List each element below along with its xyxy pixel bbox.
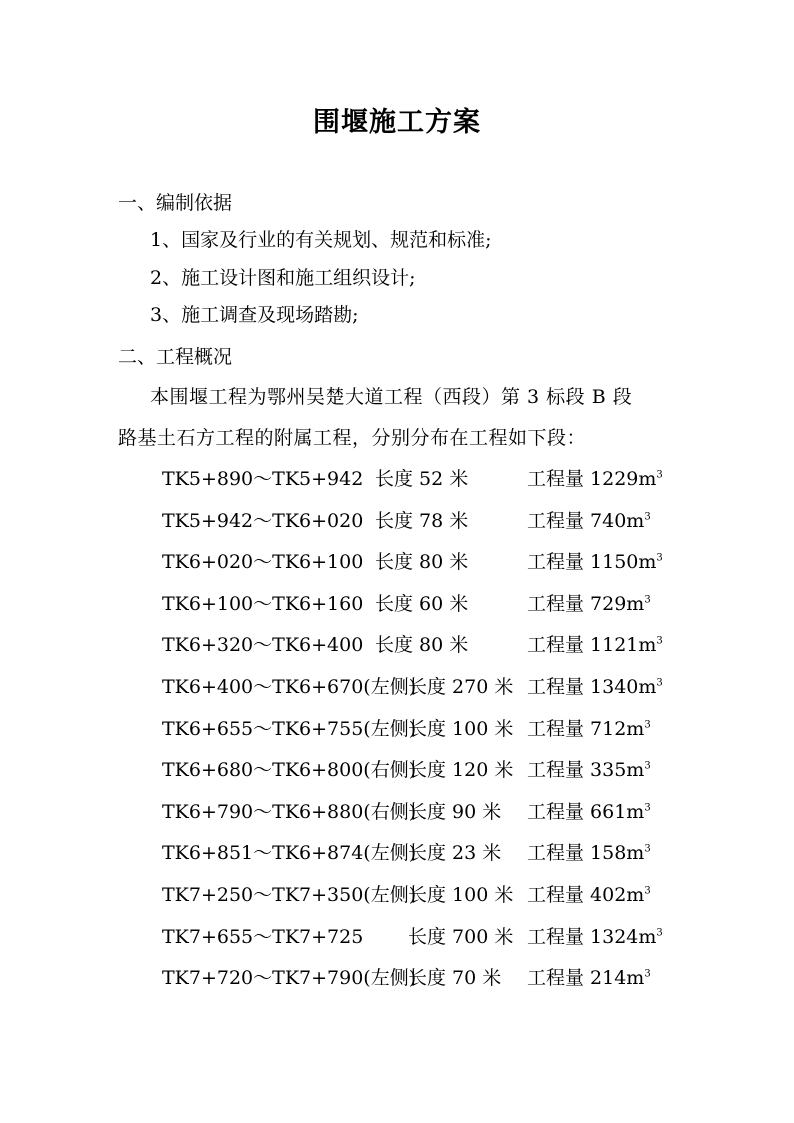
row-length: 长度 100 米 [408, 717, 514, 740]
unit-superscript: 3 [656, 927, 663, 939]
overview-paragraph-line2: 路基土石方工程的附属工程，分别分布在工程如下段： [118, 427, 587, 449]
row-volume-text: 工程量 1229m [527, 468, 657, 490]
unit-superscript: 3 [656, 677, 663, 689]
row-range: TK6+790～TK6+880(右侧) [162, 800, 417, 823]
row-volume [527, 672, 663, 699]
row-volume-text: 工程量 740m [527, 509, 645, 532]
row-length: 长度 60 米 [375, 592, 469, 615]
row-length: 长度 23 米 [408, 842, 502, 865]
row-volume [527, 506, 651, 533]
unit-superscript: 3 [644, 511, 651, 523]
row-range: TK5+890～TK5+942 [162, 468, 364, 490]
row-volume-text: 工程量 335m [527, 759, 645, 782]
unit-superscript: 3 [656, 636, 663, 648]
row-range: TK5+942～TK6+020 [162, 509, 364, 532]
row-volume [527, 880, 651, 907]
row-volume [527, 963, 651, 990]
unit-superscript: 3 [644, 844, 651, 856]
row-volume-text: 工程量 214m [527, 967, 645, 990]
unit-superscript: 3 [644, 719, 651, 731]
row-volume [527, 464, 663, 491]
row-volume [527, 797, 651, 824]
row-volume [527, 547, 663, 574]
row-volume [527, 714, 651, 741]
basis-item-2: 2、施工设计图和施工组织设计; [150, 267, 416, 289]
row-volume [527, 838, 651, 865]
basis-item-1: 1、国家及行业的有关规划、规范和标准; [150, 229, 492, 251]
row-length: 长度 80 米 [375, 551, 469, 574]
row-volume-text: 工程量 661m [527, 800, 645, 823]
row-range: TK6+320～TK6+400 [162, 634, 364, 657]
row-volume-text: 工程量 729m [527, 592, 645, 615]
row-volume [527, 922, 663, 949]
unit-superscript: 3 [644, 968, 651, 980]
row-length: 长度 78 米 [375, 509, 469, 532]
row-volume-text: 工程量 402m [527, 883, 645, 906]
row-length: 长度 80 米 [375, 634, 469, 657]
unit-superscript: 3 [644, 802, 651, 814]
row-range: TK6+680～TK6+800(右侧) [162, 759, 417, 782]
unit-superscript: 3 [644, 760, 651, 772]
row-volume-text: 工程量 1150m [527, 551, 657, 574]
row-volume [527, 755, 651, 782]
row-range: TK6+655～TK6+755(左侧) [162, 717, 417, 740]
row-range: TK7+655～TK7+725 [162, 925, 364, 948]
row-length: 长度 100 米 [408, 883, 514, 906]
row-length: 长度 52 米 [375, 468, 469, 490]
section-heading-basis: 一、编制依据 [118, 192, 233, 214]
row-volume [527, 630, 663, 657]
row-volume [527, 589, 651, 616]
row-range: TK6+400～TK6+670(左侧) [162, 675, 417, 698]
unit-superscript: 3 [656, 469, 663, 481]
row-length: 长度 270 米 [408, 675, 514, 698]
row-volume-text: 工程量 1324m [527, 925, 657, 948]
row-length: 长度 120 米 [408, 759, 514, 782]
row-volume-text: 工程量 1121m [527, 634, 657, 657]
unit-superscript: 3 [644, 885, 651, 897]
row-range: TK6+851～TK6+874(左侧) [162, 842, 417, 865]
page-title: 围堰施工方案 [313, 107, 481, 138]
basis-item-3: 3、施工调查及现场踏勘; [150, 304, 359, 326]
section-heading-overview: 二、工程概况 [118, 346, 233, 368]
row-length: 长度 90 米 [408, 800, 502, 823]
unit-superscript: 3 [656, 552, 663, 564]
row-range: TK7+720～TK7+790(左侧) [162, 967, 417, 990]
row-range: TK6+100～TK6+160 [162, 592, 364, 615]
unit-superscript: 3 [644, 594, 651, 606]
row-range: TK6+020～TK6+100 [162, 551, 364, 574]
row-volume-text: 工程量 158m [527, 842, 645, 865]
row-length: 长度 700 米 [408, 925, 514, 948]
row-range: TK7+250～TK7+350(左侧) [162, 883, 417, 906]
row-volume-text: 工程量 1340m [527, 675, 657, 698]
row-length: 长度 70 米 [408, 967, 502, 990]
row-volume-text: 工程量 712m [527, 717, 645, 740]
overview-paragraph-line1: 本围堰工程为鄂州吴楚大道工程（西段）第 3 标段 B 段 [150, 386, 633, 408]
